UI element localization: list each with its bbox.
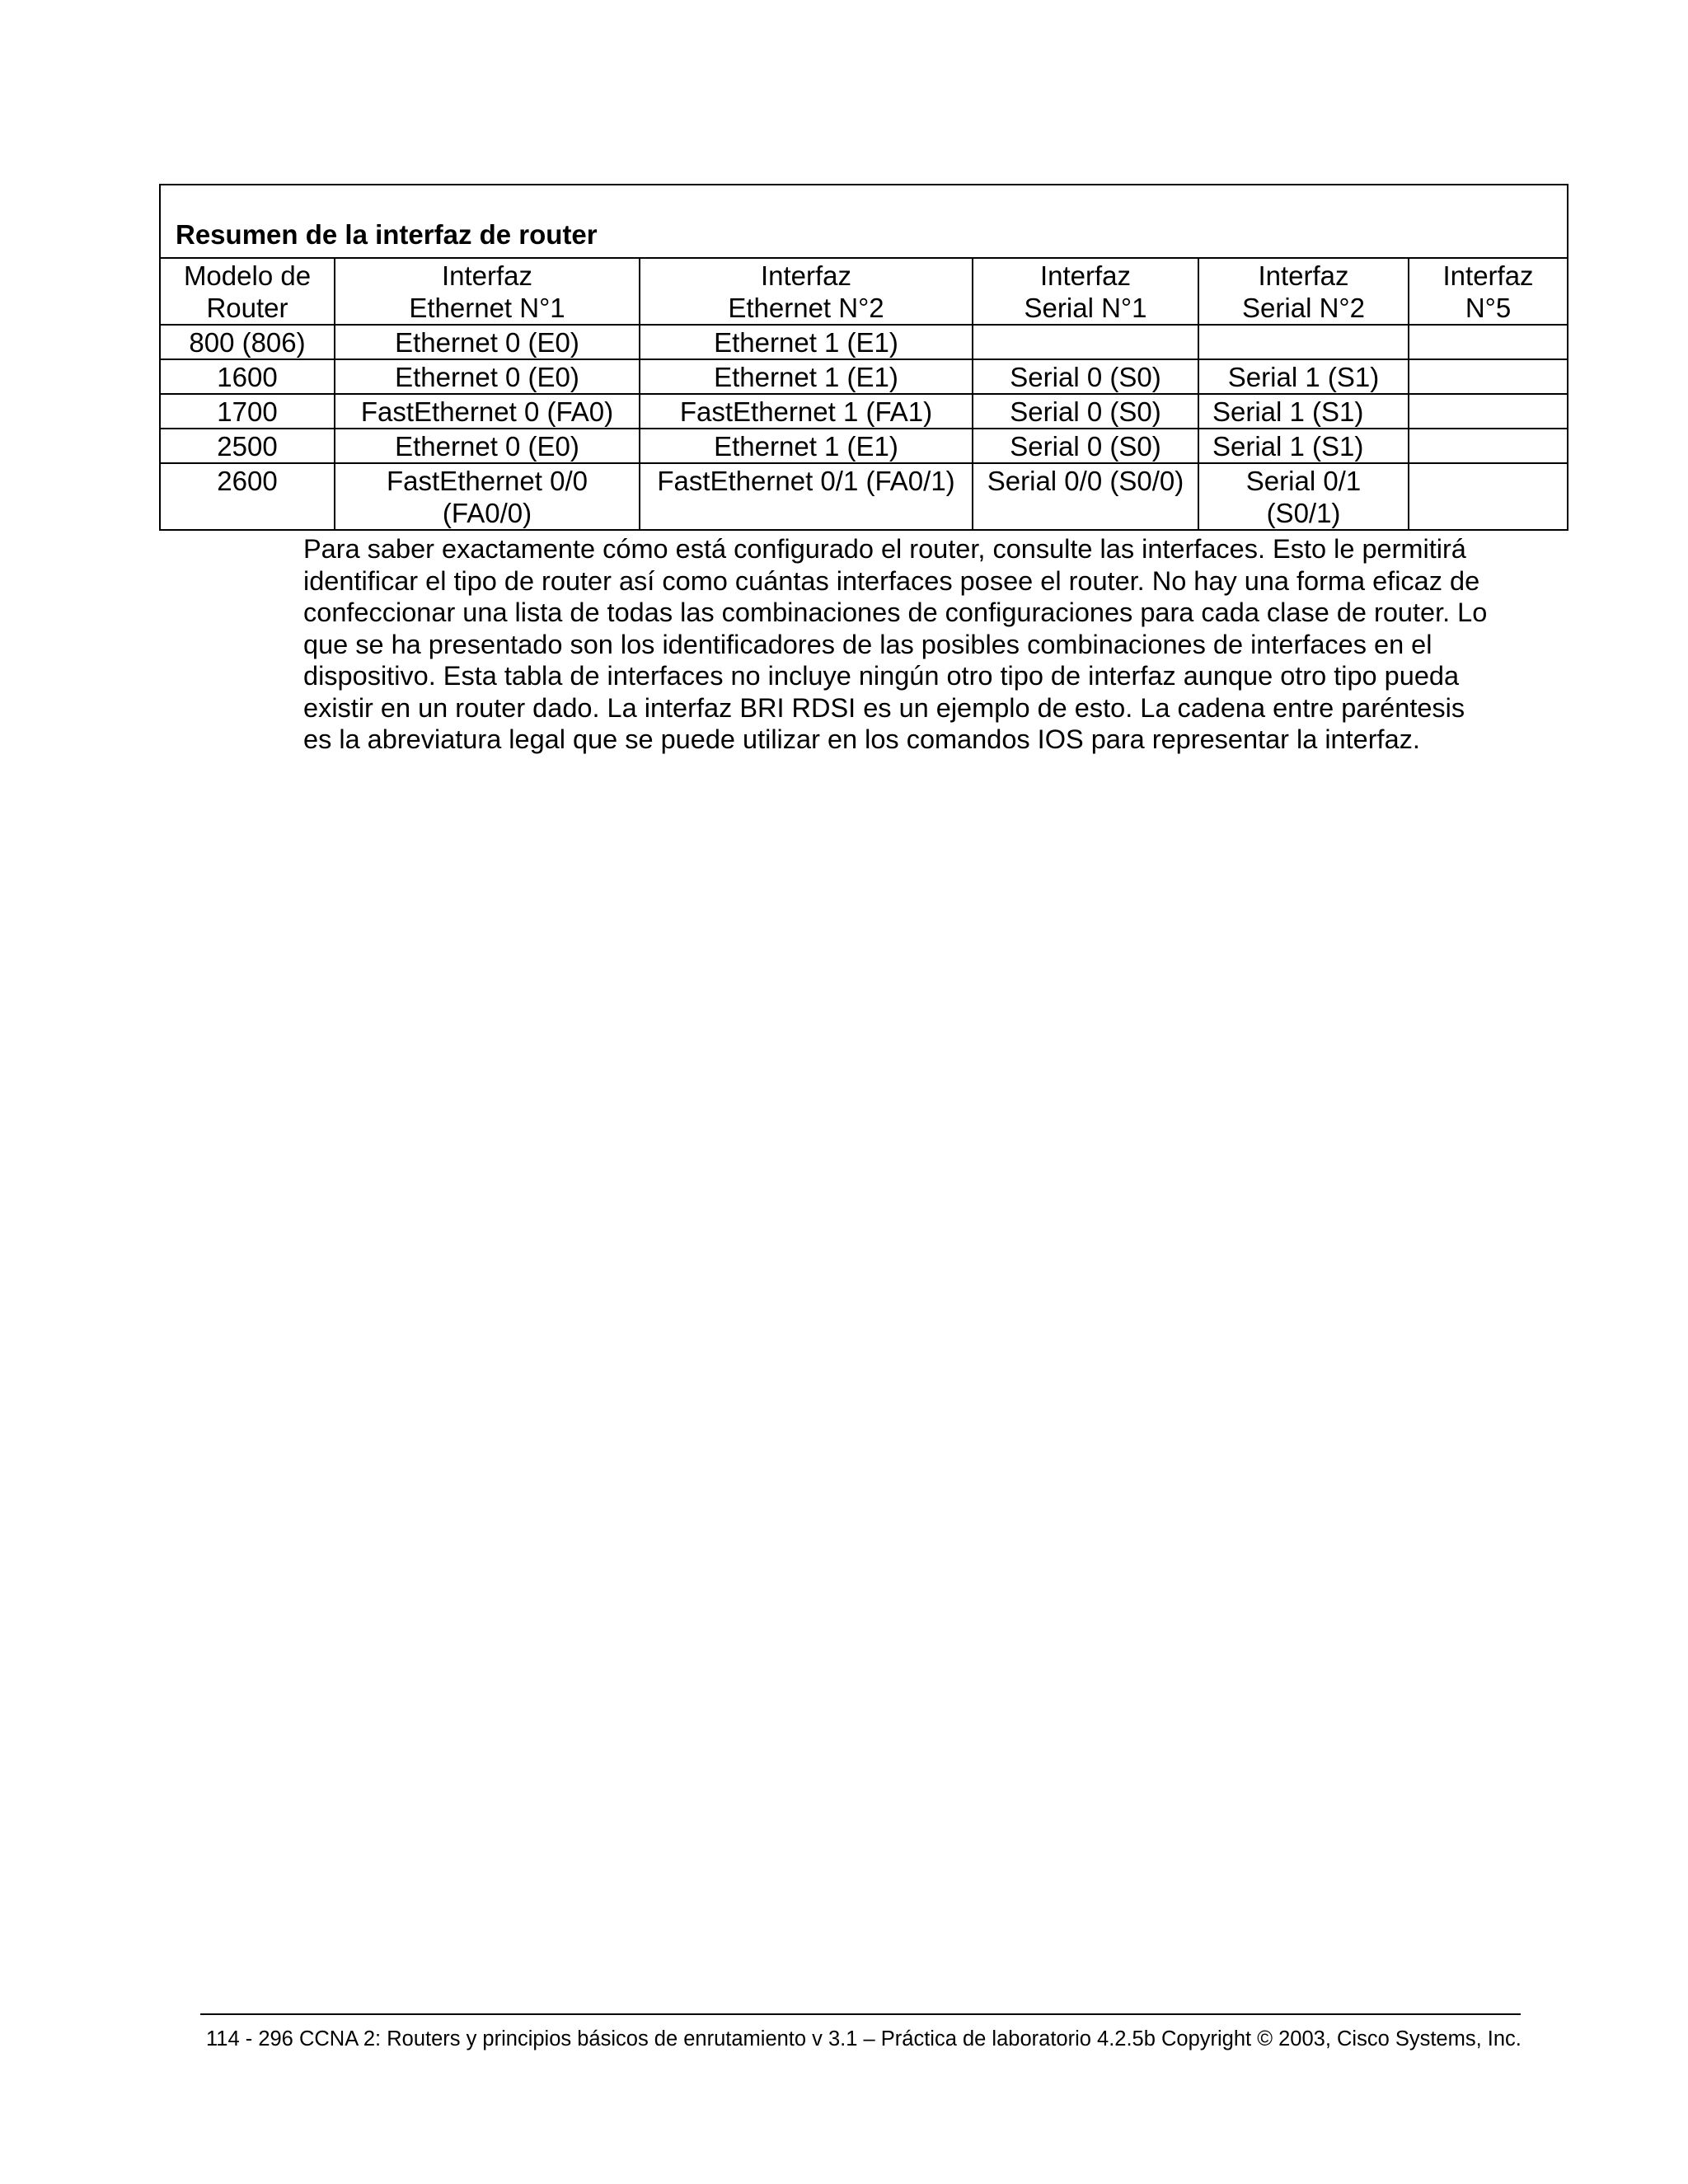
table-cell: Ethernet 0 (E0): [335, 325, 640, 359]
header-line: Interfaz: [1258, 260, 1349, 291]
table-cell: [1409, 325, 1568, 359]
table-cell: 2600: [160, 463, 335, 530]
table-cell: Serial 0/0 (S0/0): [973, 463, 1198, 530]
header-router-model: [160, 258, 335, 325]
table-cell: Serial 1 (S1): [1198, 394, 1409, 429]
header-line: Ethernet N°2: [728, 293, 884, 323]
table-title: Resumen de la interfaz de router: [160, 185, 1568, 258]
paragraph-line: dispositivo. Esta tabla de interfaces no incluye ningún otro tipo de interfaz aunque otro tipo pueda: [303, 661, 1460, 691]
table-cell: [973, 325, 1198, 359]
table-row: [160, 325, 1568, 359]
header-line: Interfaz: [760, 260, 852, 291]
table-cell: Serial 0 (S0): [973, 429, 1198, 463]
table-header-row: [160, 258, 1568, 325]
paragraph-line: Para saber exactamente cómo está configurado el router, consulte las interfaces. Esto le permitirá: [303, 534, 1466, 564]
page-footer: 114 - 296 CCNA 2: Routers y principios básicos de enrutamiento v 3.1 – Práctica de laboratorio 4.2.5b Copyright © 2003, Cisco Systems, Inc.: [206, 2027, 1522, 2050]
table-cell: [1409, 359, 1568, 394]
header-serial-1: [973, 258, 1198, 325]
table-cell: 800 (806): [160, 325, 335, 359]
footer-divider: [200, 2013, 1521, 2015]
table-cell: 2500: [160, 429, 335, 463]
table-cell: Serial 0/1 (S0/1): [1198, 463, 1409, 530]
table-cell: [1409, 463, 1568, 530]
paragraph-line: es la abreviatura legal que se puede utilizar en los comandos IOS para representar la interfaz.: [303, 724, 1420, 754]
paragraph-line: que se ha presentado son los identificadores de las posibles combinaciones de interfaces en el: [303, 629, 1432, 659]
table-row: [160, 394, 1568, 429]
table-title-row: [160, 185, 1568, 258]
header-line: Modelo de: [183, 260, 312, 291]
table-cell: Serial 1 (S1): [1198, 359, 1409, 394]
header-interface-5: [1409, 258, 1568, 325]
table-cell: [1409, 394, 1568, 429]
table-cell: Ethernet 1 (E1): [640, 359, 973, 394]
paragraph-line: existir en un router dado. La interfaz BRI RDSI es un ejemplo de esto. La cadena entre paréntesis: [303, 692, 1465, 723]
body-paragraph: [303, 533, 1523, 756]
table-cell: Ethernet 1 (E1): [640, 325, 973, 359]
table-cell: 1600: [160, 359, 335, 394]
header-serial-2: [1198, 258, 1409, 325]
table-cell: [1409, 429, 1568, 463]
table-cell: 1700: [160, 394, 335, 429]
table-row: [160, 463, 1568, 530]
table-cell: Ethernet 1 (E1): [640, 429, 973, 463]
header-line: Router: [206, 293, 288, 323]
table-cell: FastEthernet 0/1 (FA0/1): [640, 463, 973, 530]
header-ethernet-1: [335, 258, 640, 325]
table-row: [160, 359, 1568, 394]
table-cell: Ethernet 0 (E0): [335, 429, 640, 463]
table-cell: FastEthernet 0 (FA0): [335, 394, 640, 429]
table-cell: Serial 0 (S0): [973, 394, 1198, 429]
header-line: N°5: [1465, 293, 1512, 323]
header-line: Ethernet N°1: [409, 293, 565, 323]
header-line: Serial N°1: [1024, 293, 1147, 323]
table-cell: Serial 1 (S1): [1198, 429, 1409, 463]
table-cell: [1198, 325, 1409, 359]
table-cell: Serial 0 (S0): [973, 359, 1198, 394]
header-line: Interfaz: [1039, 260, 1132, 291]
table-cell: FastEthernet 0/0 (FA0/0): [335, 463, 640, 530]
header-line: Interfaz: [1442, 260, 1534, 291]
header-line: Serial N°2: [1242, 293, 1365, 323]
table-row: [160, 429, 1568, 463]
header-line: Interfaz: [441, 260, 533, 291]
table-cell: FastEthernet 1 (FA1): [640, 394, 973, 429]
table-cell: Ethernet 0 (E0): [335, 359, 640, 394]
header-ethernet-2: [640, 258, 973, 325]
paragraph-line: identificar el tipo de router así como cuántas interfaces posee el router. No hay una forma eficaz de: [303, 565, 1480, 596]
router-interface-summary-table: [159, 184, 1568, 531]
paragraph-line: confeccionar una lista de todas las combinaciones de configuraciones para cada clase de router. Lo: [303, 598, 1488, 627]
